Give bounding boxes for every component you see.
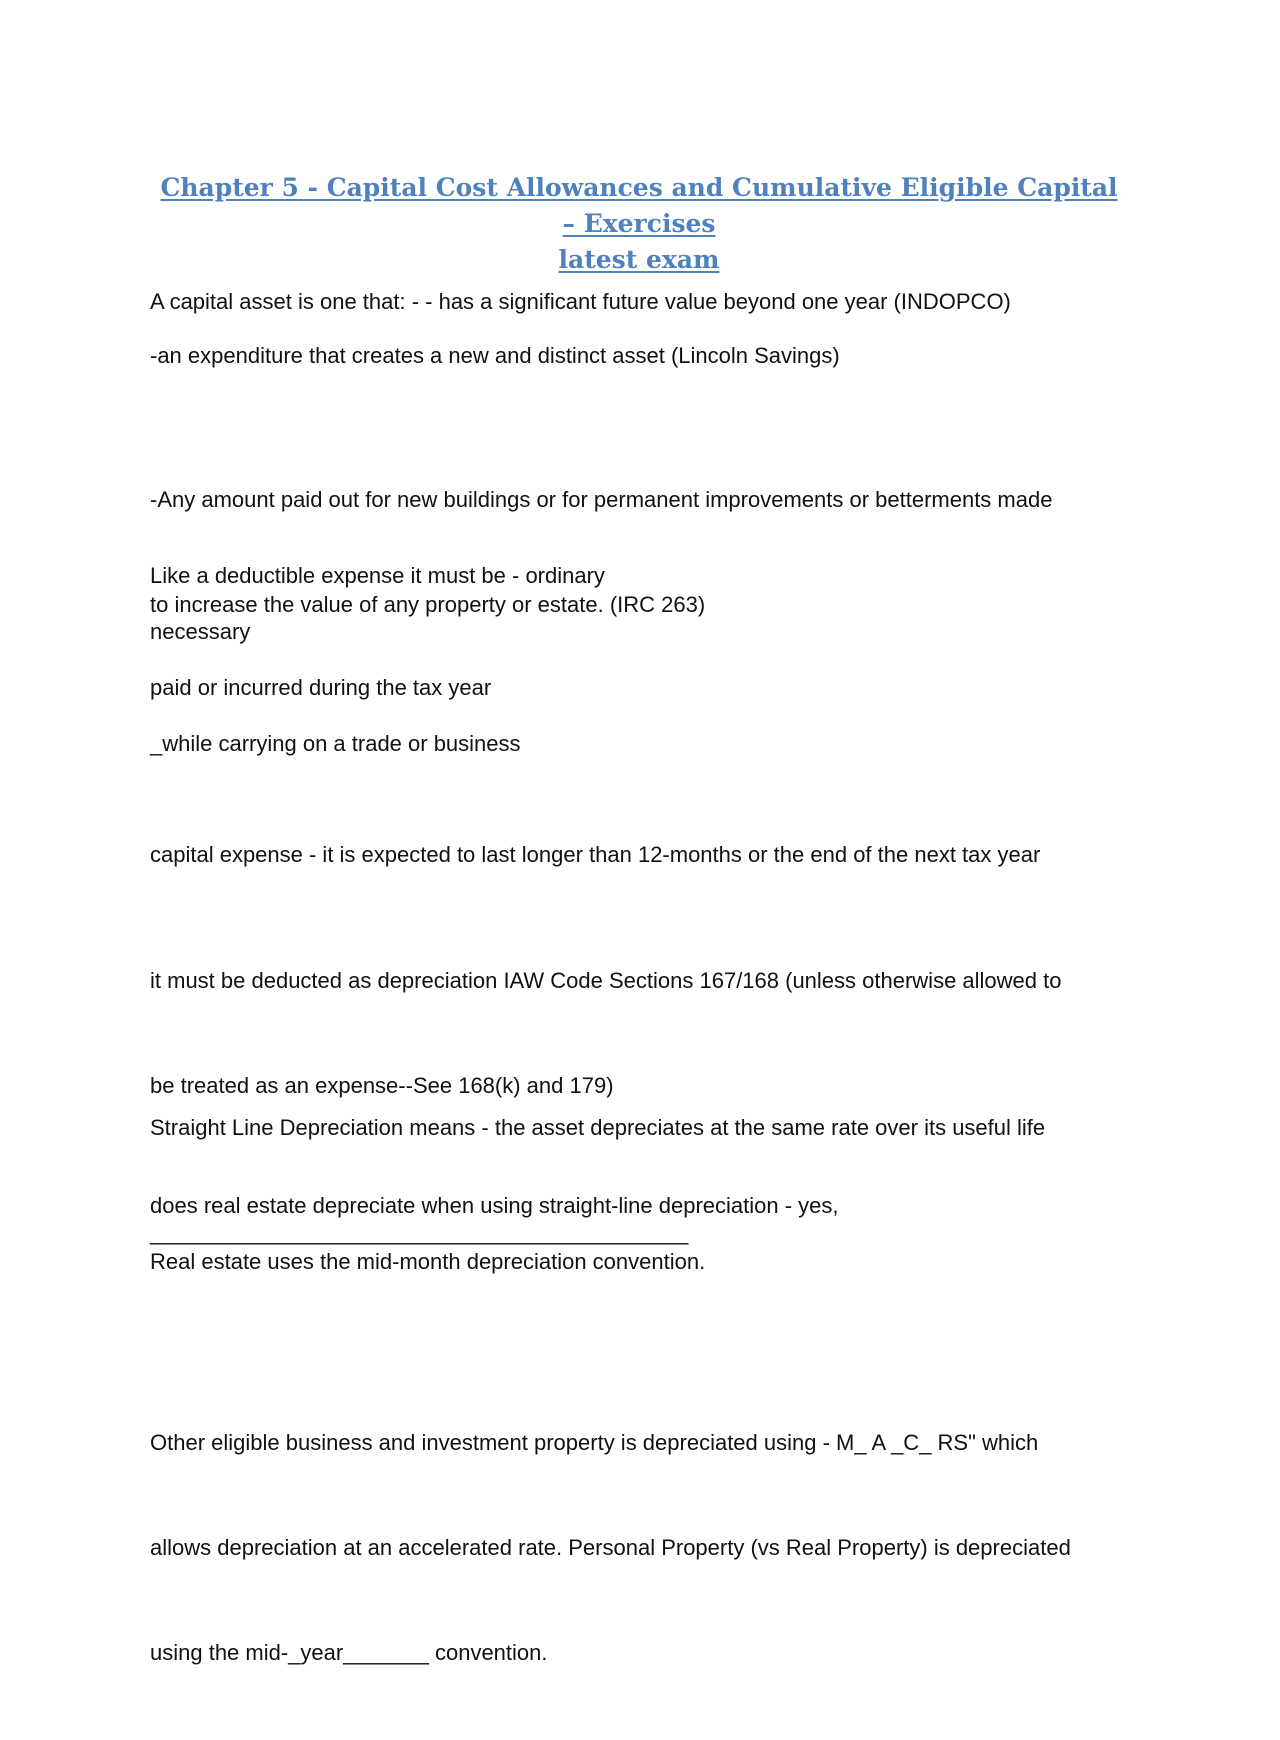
paragraph-depreciation-sections-line-2: be treated as an expense--See 168(k) and 179) — [150, 1073, 614, 1098]
paragraph-new-asset: -an expenditure that creates a new and distinct asset (Lincoln Savings) — [150, 343, 840, 368]
paragraph-macrs-line-1: Other eligible business and investment property is depreciated using - M_ A _C_ RS" which — [150, 1430, 1039, 1455]
paragraph-macrs — [150, 1355, 1130, 1740]
paragraph-capital-expense: capital expense - it is expected to last longer than 12-months or the end of the next tax year — [150, 842, 1041, 867]
paragraph-ordinary: Like a deductible expense it must be - ordinary — [150, 563, 605, 588]
title-line-2: latest exam — [558, 245, 720, 274]
paragraph-irc-263-line-2: to increase the value of any property or estate. (IRC 263) — [150, 592, 706, 617]
paragraph-mid-month: Real estate uses the mid-month depreciation convention. — [150, 1249, 706, 1274]
document-title — [150, 170, 1128, 278]
paragraph-necessary: necessary — [150, 619, 251, 644]
paragraph-straight-line-blank: ____________________________________________ — [150, 1220, 689, 1245]
paragraph-paid-or-incurred: paid or incurred during the tax year — [150, 675, 492, 700]
paragraph-real-estate-question: does real estate depreciate when using straight-line depreciation - yes, — [150, 1193, 839, 1218]
paragraph-macrs-line-3: using the mid-_year_______ convention. — [150, 1640, 548, 1665]
paragraph-straight-line-line-1: Straight Line Depreciation means - the asset depreciates at the same rate over its useful life — [150, 1115, 1046, 1140]
paragraph-depreciation-sections-line-1: it must be deducted as depreciation IAW Code Sections 167/168 (unless otherwise allowed to — [150, 968, 1062, 993]
paragraph-trade-or-business: _while carrying on a trade or business — [150, 731, 521, 756]
title-line-1: Chapter 5 - Capital Cost Allowances and Cumulative Eligible Capital – Exercises — [160, 173, 1118, 238]
paragraph-irc-263-line-1: -Any amount paid out for new buildings or for permanent improvements or betterments made — [150, 487, 1053, 512]
paragraph-capital-asset: A capital asset is one that: - - has a significant future value beyond one year (INDOPCO) — [150, 289, 1011, 314]
paragraph-irc-263 — [150, 412, 1130, 692]
paragraph-macrs-line-2: allows depreciation at an accelerated rate. Personal Property (vs Real Property) is depreciated — [150, 1535, 1071, 1560]
